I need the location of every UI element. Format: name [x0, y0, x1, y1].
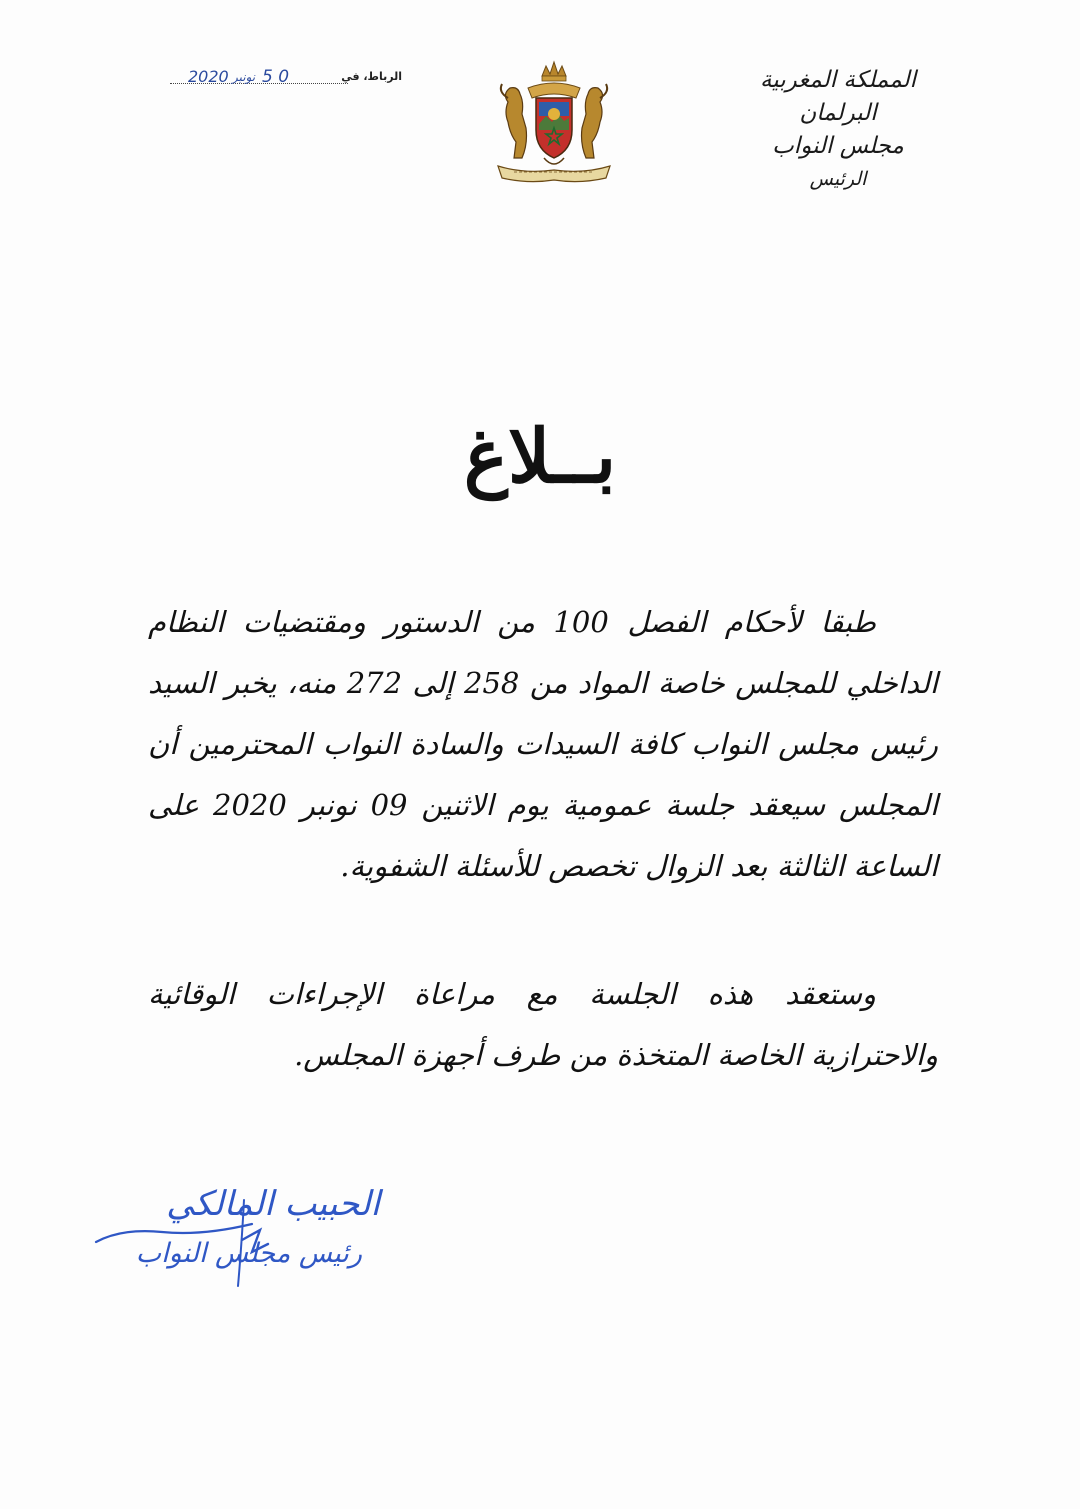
institution-line-president: الرئيس: [809, 168, 867, 190]
institution-header: [728, 64, 948, 196]
date-month: نونبر: [232, 70, 256, 84]
signature-block: [92, 1180, 392, 1300]
institution-line-kingdom: المملكة المغربية: [759, 67, 917, 93]
institution-line-house: مجلس النواب: [772, 133, 904, 159]
institution-line-parliament: البرلمان: [799, 100, 877, 126]
signature-name: الحبيب المالكي: [166, 1184, 380, 1224]
date-year: 2020: [188, 67, 229, 86]
body-paragraph-1-block: [148, 592, 938, 897]
document-title: بــلاغ: [463, 414, 617, 500]
royal-coat-of-arms-icon: [484, 58, 624, 188]
date-line: [140, 64, 410, 94]
body-paragraph-2-block: [148, 964, 938, 1086]
date-day: 0 5: [262, 67, 290, 87]
signature-role: رئيس مجلس النواب: [135, 1238, 362, 1269]
date-place-label: الرباط، في: [341, 70, 402, 83]
body-paragraph-2: وستعقد هذه الجلسة مع مراعاة الإجراءات الوقائية والاحترازية الخاصة المتخذة من طرف أجهزة المجلس.: [148, 977, 938, 1072]
body-paragraph-1: طبقا لأحكام الفصل 100 من الدستور ومقتضيات النظام الداخلي للمجلس خاصة المواد من 258 إلى 272 منه، يخبر السيد رئيس مجلس النواب كافة السيدات والسادة النواب المحترمين أن المجلس سيعقد جلسة عمومية يوم الاثنين 09 نونبر 2020 على الساعة الثالثة بعد الزوال تخصص للأسئلة الشفوية.: [148, 605, 939, 883]
